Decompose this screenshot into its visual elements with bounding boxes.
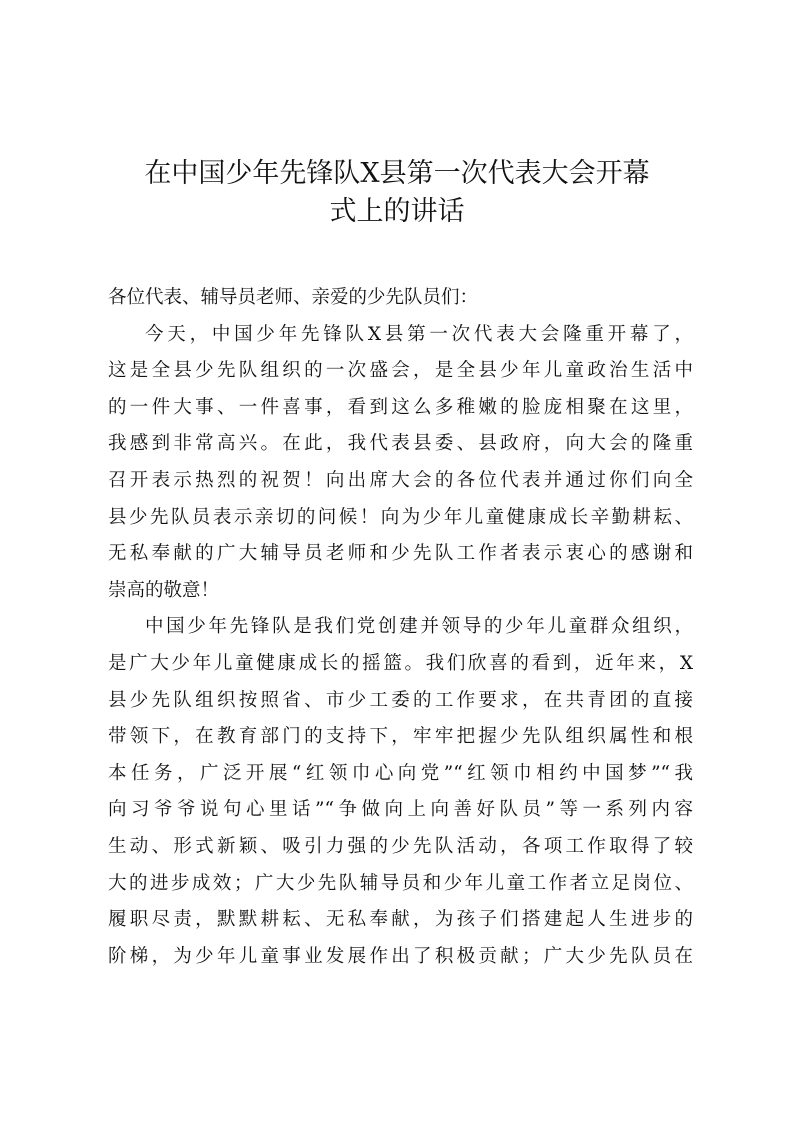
paragraph-2-line-9: 履职尽责，默默耕耘、无私奉献，为孩子们搭建起人生进步的 xyxy=(108,909,693,931)
paragraph-1-line-8: 崇高的敬意！ xyxy=(108,579,220,601)
paragraph-1-line-1: 今天，中国少年先锋队X县第一次代表大会隆重开幕了， xyxy=(145,323,693,345)
paragraph-2-line-8: 大的进步成效；广大少先队辅导员和少年儿童工作者立足岗位、 xyxy=(108,872,693,894)
paragraph-1-line-7: 无私奉献的广大辅导员老师和少先队工作者表示衷心的感谢和 xyxy=(108,543,693,565)
paragraph-2-line-4: 带领下，在教育部门的支持下，牢牢把握少先队组织属性和根 xyxy=(108,726,693,748)
title-line-2: 式上的讲话 xyxy=(329,196,465,227)
paragraph-1-line-3: 的一件大事、一件喜事，看到这么多稚嫩的脸庞相聚在这里， xyxy=(108,396,693,418)
paragraph-2-line-10: 阶梯，为少年儿童事业发展作出了积极贡献；广大少先队员在 xyxy=(108,945,693,967)
paragraph-1-line-5: 召开表示热烈的祝贺！向出席大会的各位代表并通过你们向全 xyxy=(108,469,693,491)
paragraph-2-line-3: 县少先队组织按照省、市少工委的工作要求，在共青团的直接 xyxy=(108,689,693,711)
paragraph-2-line-6: 向习爷爷说句心里话”“争做向上向善好队员”等一系列内容 xyxy=(108,799,693,821)
paragraph-1-line-4: 我感到非常高兴。在此，我代表县委、县政府，向大会的隆重 xyxy=(108,433,693,455)
salutation-line: 各位代表、辅导员老师、亲爱的少先队员们： xyxy=(108,287,479,308)
title-line-1: 在中国少年先锋队X县第一次代表大会开幕 xyxy=(144,158,650,189)
paragraph-2-line-1: 中国少年先锋队是我们党创建并领导的少年儿童群众组织， xyxy=(145,616,693,638)
document-title xyxy=(100,155,694,231)
paragraph-2-line-5: 本任务，广泛开展“红领巾心向党”“红领巾相约中国梦”“我 xyxy=(108,762,693,784)
paragraph-2-line-7: 生动、形式新颖、吸引力强的少先队活动，各项工作取得了较 xyxy=(108,835,693,857)
paragraph-2-line-2: 是广大少年儿童健康成长的摇篮。我们欣喜的看到，近年来，X xyxy=(108,652,693,674)
paragraph-1-line-2: 这是全县少先队组织的一次盛会，是全县少年儿童政治生活中 xyxy=(108,360,693,382)
paragraph-1-line-6: 县少先队员表示亲切的问候！向为少年儿童健康成长辛勤耕耘、 xyxy=(108,506,693,528)
speech-body xyxy=(108,280,693,975)
